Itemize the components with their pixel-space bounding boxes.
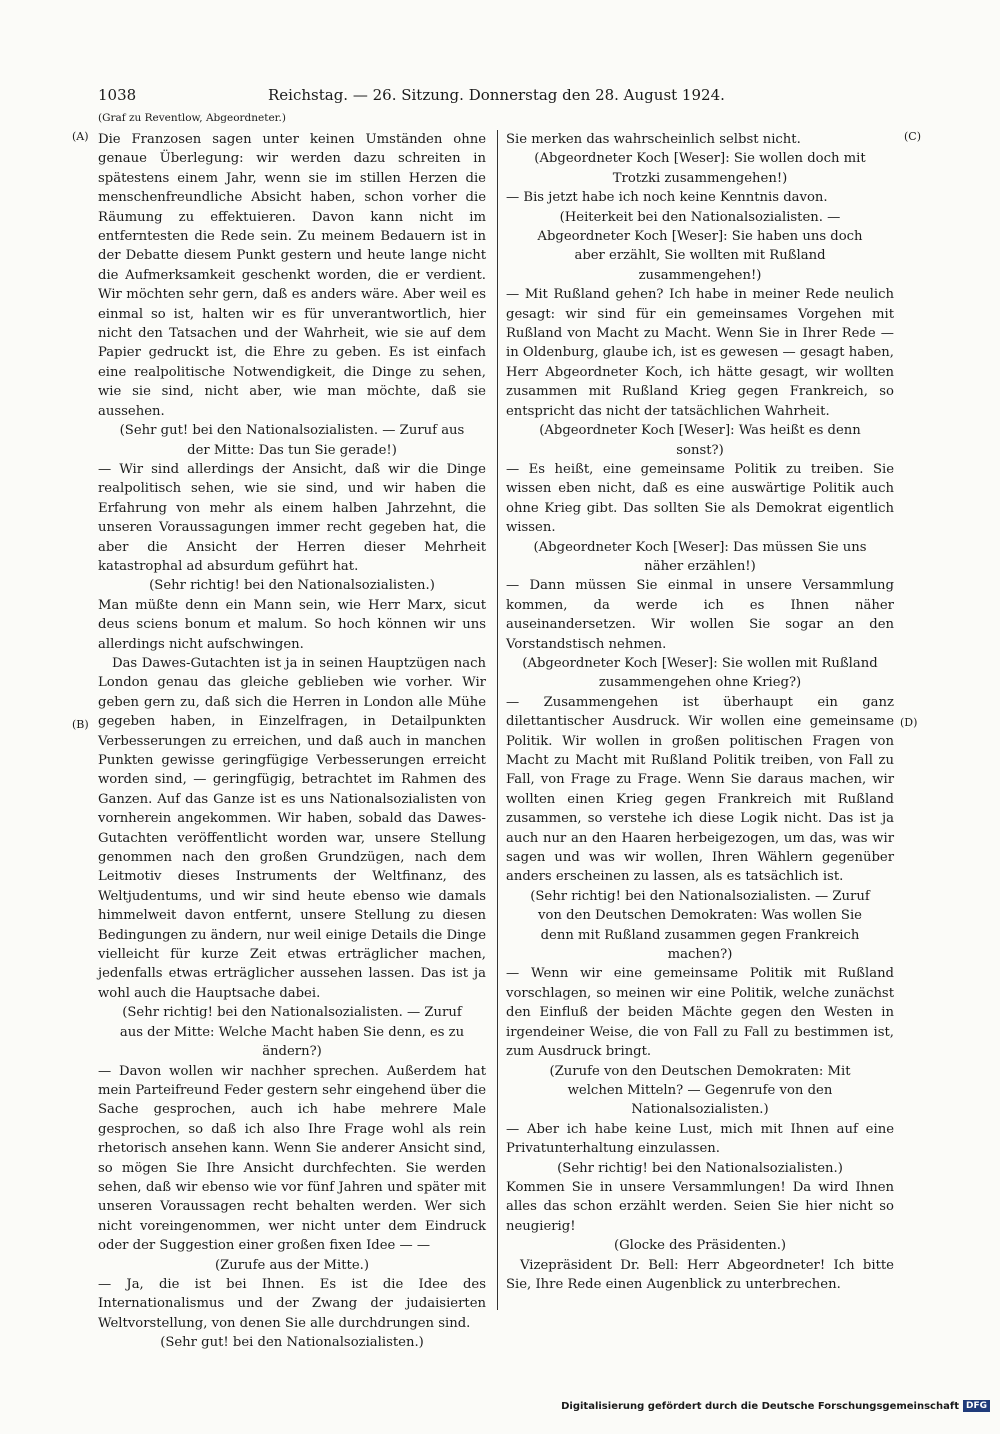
right-column (506, 130, 894, 1330)
footer-credit: Digitalisierung gefördert durch die Deutsche Forschungsgemeinschaft (561, 1400, 959, 1412)
interjection: (Abgeordneter Koch [Weser]: Sie wollen doch mit Trotzki zusammengehen!) (534, 151, 866, 186)
margin-marker-d: (D) (900, 716, 918, 729)
margin-marker-b: (B) (72, 718, 89, 731)
paragraph: — Es heißt, eine gemeinsame Politik zu treiben. Sie wissen eben nicht, daß es eine auswärtige Politik auch ohne Krieg gibt. Das sollten Sie als Demokrat eigentlich wissen. (506, 461, 894, 536)
paragraph: — Wenn wir eine gemeinsame Politik mit Rußland vorschlagen, so meinen wir eine Politik, welche zunächst den Einfluß der beiden Mächte gegen den Westen in irgendeiner Weise, die von Fall zu Fall zu bestimmen ist, zum Ausdruck bringt. (506, 966, 894, 1060)
interjection: (Sehr richtig! bei den Nationalsozialisten. — Zuruf aus der Mitte: Welche Macht haben Sie denn, es zu ändern?) (119, 1005, 465, 1060)
footer (561, 1400, 990, 1412)
interjection: (Zurufe von den Deutschen Demokraten: Mit welchen Mitteln? — Gegenrufe von den Nationalsozialisten.) (549, 1063, 851, 1118)
interjection: (Abgeordneter Koch [Weser]: Was heißt es denn sonst?) (539, 423, 861, 458)
interjection: (Zurufe aus der Mitte.) (215, 1257, 369, 1273)
page-number: 1038 (98, 86, 137, 104)
dfg-logo: DFG (963, 1400, 990, 1412)
paragraph: — Bis jetzt habe ich noch keine Kenntnis davon. (506, 190, 828, 206)
interjection: (Sehr richtig! bei den Nationalsozialisten.) (149, 578, 435, 594)
interjection: (Abgeordneter Koch [Weser]: Sie wollen mit Rußland zusammengehen ohne Krieg?) (522, 655, 878, 691)
paragraph: — Wir sind allerdings der Ansicht, daß wir die Dinge realpolitisch sehen, wie sie sind, und wir haben die Erfahrung von mehr als einem halben Jahrzehnt, die unseren Voraussagungen immer recht gegeben hat, die aber die Ansicht der Herren dieser Mehrheit katastrophal ad absurdum geführt hat. (98, 461, 486, 574)
paragraph: — Mit Rußland gehen? Ich habe in meiner Rede neulich gesagt: wir sind für ein gemeinsames Vorgehen mit Rußland von Macht zu Macht. Wenn Sie in Ihrer Rede — in Oldenburg, glaube ich, ist es gewesen — gesagt haben, Herr Abgeordneter Koch, ich hätte gesagt, wir wollten zusammen mit Rußland Krieg gegen Frankreich, so entspricht das nicht der tatsächlichen Wahrheit. (506, 287, 894, 419)
left-column (98, 130, 486, 1351)
running-title: Reichstag. — 26. Sitzung. Donnerstag den 28. August 1924. (268, 86, 725, 104)
paragraph: Kommen Sie in unsere Versammlungen! Da wird Ihnen alles das schon erzählt werden. Seien Sie hier nicht so neugierig! (506, 1179, 894, 1234)
margin-marker-c: (C) (904, 130, 921, 143)
interjection: (Sehr gut! bei den Nationalsozialisten. — Zuruf aus der Mitte: Das tun Sie gerade!) (119, 423, 465, 458)
margin-marker-a: (A) (72, 130, 89, 143)
interjection: (Sehr gut! bei den Nationalsozialisten.) (160, 1335, 424, 1351)
speaker-note: (Graf zu Reventlow, Abgeordneter.) (98, 112, 286, 124)
page-header (98, 86, 726, 110)
interjection: (Abgeordneter Koch [Weser]: Das müssen Sie uns näher erzählen!) (533, 539, 867, 574)
interjection: (Heiterkeit bei den Nationalsozialisten. — Abgeordneter Koch [Weser]: Sie haben uns doch aber erzählt, Sie wollten mit Rußland zusammengehen!) (537, 209, 863, 283)
paragraph: Vizepräsident Dr. Bell: Herr Abgeordneter! Ich bitte Sie, Ihre Rede einen Augenblick zu unterbrechen. (506, 1257, 894, 1292)
interjection: (Glocke des Präsidenten.) (613, 1238, 787, 1254)
interjection: (Sehr richtig! bei den Nationalsozialisten.) (557, 1160, 843, 1176)
paragraph: Das Dawes-Gutachten ist ja in seinen Hauptzügen nach London genau das gleiche geblieben wie vorher. Wir geben gern zu, daß sich die Herren in London alle Mühe gegeben haben, in Einzelfragen, in Detailpunkten Verbesserungen zu erreichen, und daß auch in manchen Punkten gewisse geringfügige Verbesserungen erreicht worden sind, — geringfügig, betrachtet im Rahmen des Ganzen. Auf das Ganze ist es uns Nationalsozialisten von vornherein angekommen. Wir haben, sobald das Dawes-Gutachten veröffentlicht worden war, unsere Stellung genommen nach den großen Grundzügen, nach dem Leitmotiv dieses Instruments der Weltfinanz, des Weltjudentums, und wir sind heute ebenso wie damals himmelweit davon entfernt, unsere Stellung zu diesen Bedingungen zu ändern, nur weil einige Details die Dinge vielleicht für kurze Zeit etwas erträglicher machen, jedenfalls etwas erträglicher aussehen lassen. Das ist ja wohl auch die Hauptsache dabei. (98, 655, 486, 1001)
paragraph: Die Franzosen sagen unter keinen Umständen ohne genaue Überlegung: wir werden dazu schreiten in spätestens einem Jahr, wenn sie im stillen Herzen die menschenfreundliche Absicht haben, schon vorher die Räumung zu effektuieren. Davon kann nicht im entferntesten die Rede sein. Zu meinem Bedauern ist in der Debatte diesem Punkt gestern und heute lange nicht die Aufmerksamkeit geschenkt worden, die er verdient. Wir möchten sehr gern, daß es anders wäre. Aber weil es einmal so ist, halten wir es für unverantwortlich, hier nicht den Tatsachen und der Wahrheit, wie sie auf dem Papier gedruckt ist, die Ehre zu geben. Es ist einfach eine realpolitische Notwendigkeit, die Dinge zu sehen, wie sie sind, nicht aber, wie man möchte, daß sie aussehen. (98, 132, 486, 419)
paragraph: Sie merken das wahrscheinlich selbst nicht. (506, 132, 801, 147)
paragraph: — Zusammengehen ist überhaupt ein ganz dilettantischer Ausdruck. Wir wollen eine gemeinsame Politik. Wir wollen in großen politischen Fragen von Macht zu Macht mit Rußland Politik treiben, von Fall zu Fall, von Frage zu Frage. Wenn Sie daraus machen, wir wollten einen Krieg gegen Frankreich mit Rußland zusammen, so verstehe ich diese Logik nicht. Das ist ja auch nur an den Haaren herbeigezogen, um das, was wir sagen und was wir wollen, Ihren Wählern gegenüber anders erscheinen zu lassen, als es tatsächlich ist. (506, 694, 894, 885)
paragraph: — Aber ich habe keine Lust, mich mit Ihnen auf eine Privatunterhaltung einzulassen. (506, 1121, 894, 1157)
paragraph: Man müßte denn ein Mann sein, wie Herr Marx, sicut deus sciens bonum et malum. So hoch können wir uns allerdings nicht aufschwingen. (98, 597, 486, 652)
paragraph: — Davon wollen wir nachher sprechen. Außerdem hat mein Parteifreund Feder gestern sehr eingehend über die Sache gesprochen, auch ich habe mehrere Male gesprochen, so daß ich also Ihre Frage wohl als rein rhetorisch ansehen kann. Wenn Sie anderer Ansicht sind, so mögen Sie Ihre Ansicht durchfechten. Sie werden sehen, daß wir ebenso wie vor fünf Jahren und später mit unseren Voraussagen recht behalten werden. Wer sich nicht voreingenommen, wer nicht unter dem Eindruck oder der Suggestion einer großen fixen Idee — — (98, 1063, 486, 1254)
paragraph: — Dann müssen Sie einmal in unsere Versammlung kommen, da werde ich es Ihnen näher auseinandersetzen. Wir wollen Sie sogar an den Vorstandstisch nehmen. (506, 578, 894, 652)
interjection: (Sehr richtig! bei den Nationalsozialisten. — Zuruf von den Deutschen Demokraten: Was wollen Sie denn mit Rußland zusammen gegen Frankreich machen?) (530, 888, 870, 963)
paragraph: — Ja, die ist bei Ihnen. Es ist die Idee des Internationalismus und der Zwang der judaisierten Weltvorstellung, von denen Sie alle durchdrungen sind. (98, 1276, 486, 1331)
column-divider (497, 130, 498, 1310)
